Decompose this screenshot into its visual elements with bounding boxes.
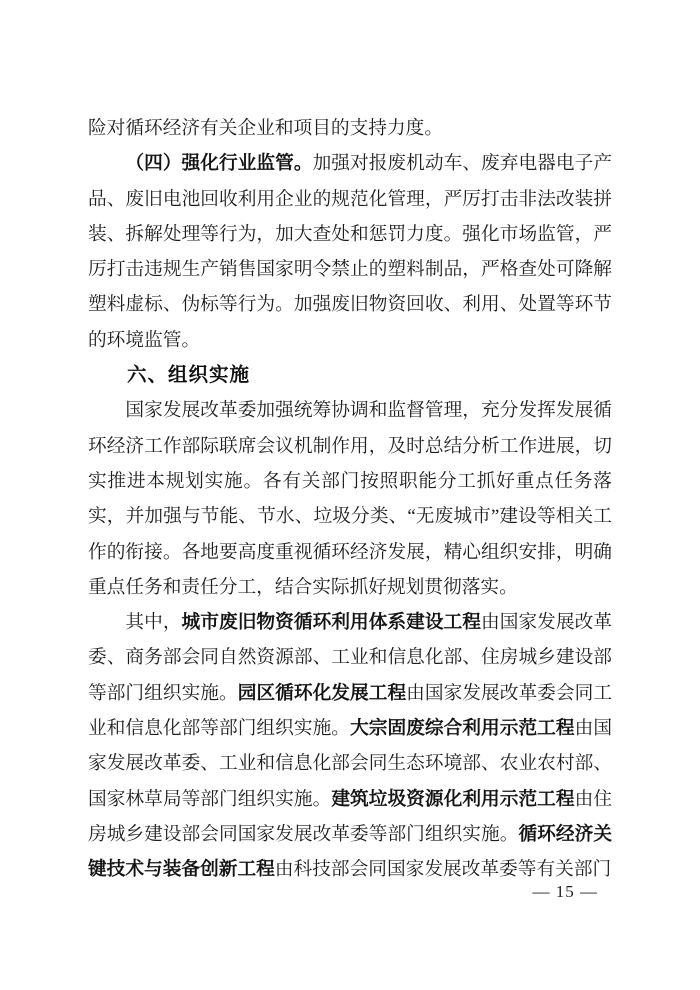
paragraph-text: 其中，: [125, 612, 182, 634]
paragraph-continuation: [88, 111, 612, 146]
program-name-urban-waste: 城市废旧物资循环利用体系建设工程: [181, 612, 482, 634]
paragraph-text: 由科技部会同国家发展改革委等有关部门: [274, 859, 612, 881]
paragraph-organization: [88, 393, 612, 605]
text-block: [88, 111, 612, 888]
section-heading-text: 六、组织实施: [127, 364, 251, 387]
program-name-park-circular: 园区循环化发展工程: [237, 682, 407, 704]
program-name-key-technology: 循环经济关键技术与装备创新工程: [88, 823, 613, 881]
paragraph-projects: [88, 605, 612, 887]
section-heading-6: [88, 358, 612, 393]
paragraph-text: 由国家发展改革委、商务部会同自然资源部、工业和信息化部、住房城乡建设部等部门组织实施。: [88, 612, 613, 704]
paragraph-supervision: [88, 146, 612, 358]
paragraph-text: 由国家发展改革委、工业和信息化部会同生态环境部、农业农村部、国家林草局等部门组织实施。: [88, 718, 613, 810]
paragraph-text: 险对循环经济有关企业和项目的支持力度。: [88, 118, 444, 139]
page-number: — 15 —: [532, 882, 598, 901]
program-name-bulk-solid-waste: 大宗固废综合利用示范工程: [350, 718, 575, 740]
paragraph-text: 国家发展改革委加强统筹协调和监督管理，充分发挥发展循环经济工作部际联席会议机制作用，及时总结分析工作进展，切实推进本规划实施。各有关部门按照职能分工抓好重点任务落实，并加强与节能、节水、垃圾分类、“无废城市”建设等相关工作的衔接。各地要高度重视循环经济发展，精心组织安排，明确重点任务和责任分工，结合实际抓好规划贯彻落实。: [88, 400, 612, 598]
subsection-heading-4: （四）强化行业监管。: [125, 153, 313, 175]
program-name-construction-waste: 建筑垃圾资源化利用示范工程: [331, 788, 575, 810]
paragraph-text: 加强对报废机动车、废弃电器电子产品、废旧电池回收利用企业的规范化管理，严厉打击非法改装拼装、拆解处理等行为，加大查处和惩罚力度。强化市场监管，严厉打击违规生产销售国家明令禁止的塑料制品，严格查处可降解塑料虚标、伪标等行为。加强废旧物资回收、利用、处置等环节的环境监管。: [88, 153, 613, 351]
paragraph-text: 由住房城乡建设部会同国家发展改革委等部门组织实施。: [88, 788, 613, 845]
paragraph-text: 由国家发展改革委会同工业和信息化部等部门组织实施。: [88, 682, 613, 740]
